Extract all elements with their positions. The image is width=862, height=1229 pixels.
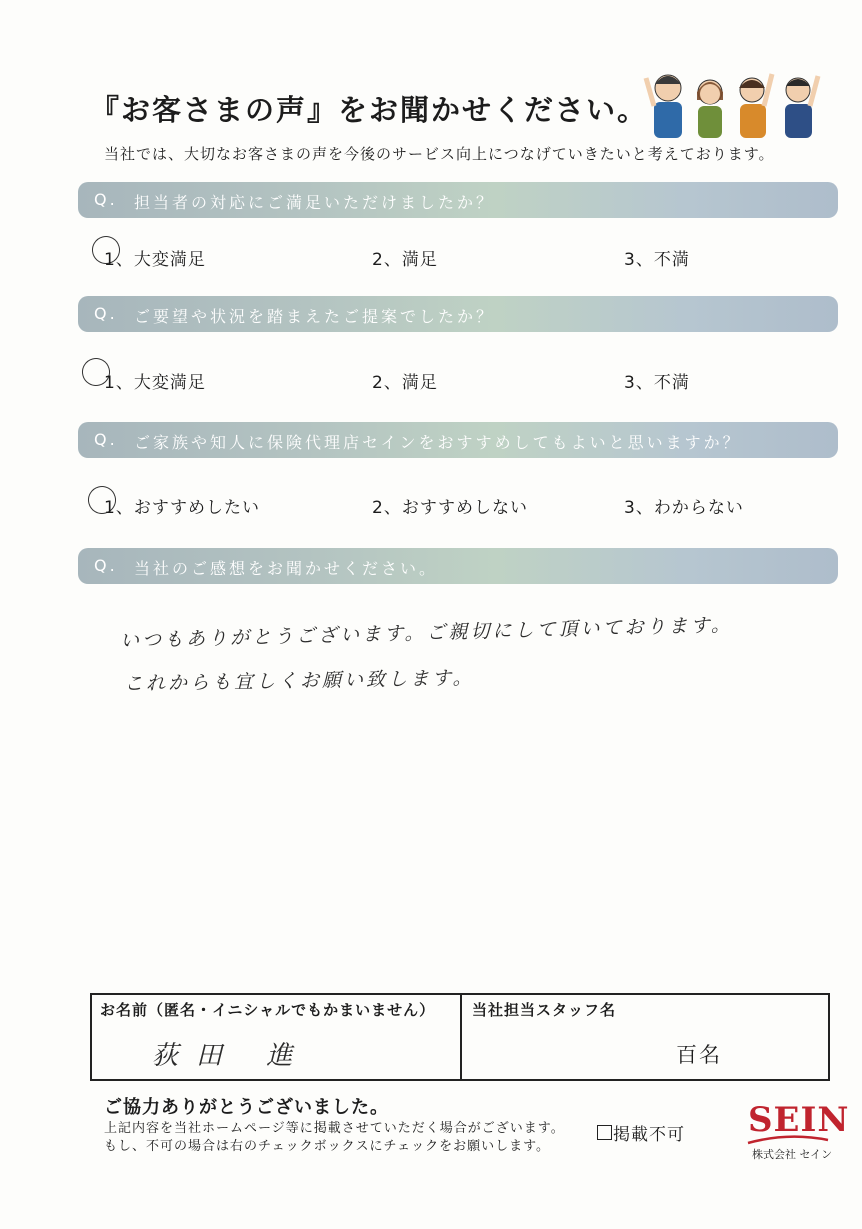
staff-illustration	[640, 60, 830, 140]
name-staff-table	[90, 993, 830, 1081]
no-publish-label: 掲載不可	[613, 1125, 685, 1145]
question-text: 当社のご感想をお聞かせください。	[134, 559, 439, 578]
logo-swoosh-icon	[746, 1134, 830, 1146]
option-1-3[interactable]: 3、不満	[624, 250, 690, 270]
page-title: 『お客さまの声』をお聞かせください。	[90, 93, 649, 127]
name-value[interactable]: 荻田 進	[152, 1041, 311, 1071]
thanks-text: ご協力ありがとうございました。	[104, 1097, 389, 1118]
option-3-2[interactable]: 2、おすすめしない	[372, 498, 528, 518]
logo-subtitle: 株式会社 セイン	[752, 1148, 833, 1161]
comment-line-1: いつもありがとうございます。ご親切にして頂いております。	[119, 613, 734, 653]
note-line-2: もし、不可の場合は右のチェックボックスにチェックをお願いします。	[104, 1139, 551, 1154]
question-label: Q.	[94, 430, 118, 449]
option-1-1[interactable]: 1、大変満足	[104, 250, 206, 270]
question-text: ご要望や状況を踏まえたご提案でしたか？	[134, 307, 496, 326]
option-2-3[interactable]: 3、不満	[624, 373, 690, 393]
person-4-icon	[785, 76, 818, 138]
question-bar-1	[78, 182, 838, 218]
staff-box-title: 当社担当スタッフ名	[472, 1001, 617, 1019]
intro-text: 当社では、大切なお客さまの声を今後のサービス向上につなげていきたいと考えております。	[104, 145, 775, 163]
person-1-icon	[646, 75, 682, 138]
person-3-icon	[739, 74, 772, 138]
comment-line-2: これからも宜しくお願い致します。	[123, 666, 475, 696]
staff-value[interactable]: 百名	[676, 1043, 722, 1067]
sein-logo: SEIN	[748, 1100, 850, 1140]
question-bar-4	[78, 548, 838, 584]
question-label: Q.	[94, 556, 118, 575]
option-2-2[interactable]: 2、満足	[372, 373, 438, 393]
option-3-1[interactable]: 1、おすすめしたい	[104, 498, 260, 518]
person-2-icon	[697, 80, 723, 138]
option-3-3[interactable]: 3、わからない	[624, 498, 744, 518]
question-text: 担当者の対応にご満足いただけましたか？	[134, 193, 496, 212]
no-publish-checkbox[interactable]	[597, 1125, 612, 1140]
note-line-1: 上記内容を当社ホームページ等に掲載させていただく場合がございます。	[104, 1121, 565, 1136]
question-bar-3	[78, 422, 838, 458]
table-divider	[460, 995, 462, 1079]
question-label: Q.	[94, 190, 118, 209]
option-1-2[interactable]: 2、満足	[372, 250, 438, 270]
question-label: Q.	[94, 304, 118, 323]
question-bar-2	[78, 296, 838, 332]
name-box-title: お名前（匿名・イニシャルでもかまいません）	[100, 1001, 436, 1019]
option-2-1[interactable]: 1、大変満足	[104, 373, 206, 393]
question-text: ご家族や知人に保険代理店セインをおすすめしてもよいと思いますか？	[134, 433, 742, 452]
